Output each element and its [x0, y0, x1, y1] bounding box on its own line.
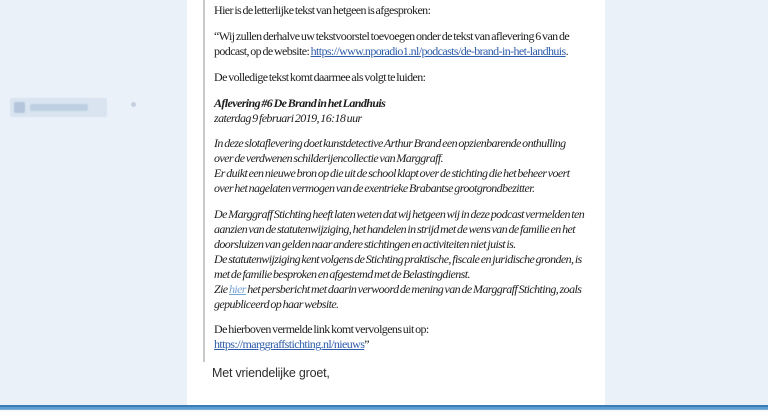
news-link[interactable]: https://marggraffstichting.nl/nieuws — [214, 337, 365, 352]
podcast-link[interactable]: https://www.nporadio1.nl/podcasts/de-brand-in-het-landhuis — [310, 43, 566, 58]
body-paragraph-2 — [214, 207, 585, 311]
body-paragraph-1 — [214, 136, 585, 196]
paragraph-1-sentence-1: In deze slotaflevering doet kunstdetective Arthur Brand een opzienbarende onthulling over de verdwenen schilderijencollectie van Marggraff. — [214, 136, 566, 166]
closing-quote-mark: ” — [364, 337, 370, 352]
agreement-text: “Wij zullen derhalve uw tekstvoorstel toevoegen onder de tekst van aflevering 6 van de podcast, op de website: — [214, 28, 570, 58]
agreement-paragraph — [214, 29, 585, 59]
signoff: Met vriendelijke groet, — [212, 366, 330, 381]
paragraph-2-sentence-2: De statutenwijziging kent volgens de Stichting praktische, fiscale en juridische gronden, is met de familie besproken en afgestemd met de Belastingdienst. — [214, 251, 582, 281]
persbericht-text: het persbericht met daarin verwoord de mening van de Marggraff Stichting, zoals gepubliceerd op haar website. — [214, 281, 582, 311]
full-text-intro: De volledige tekst komt daarmee als volgt te luiden: — [214, 69, 426, 84]
episode-datetime: zaterdag 9 februari 2019, 16:18 uur — [214, 110, 362, 125]
episode-header — [214, 96, 585, 126]
letter-document — [187, 0, 605, 412]
zie-text: Zie — [214, 281, 229, 296]
intro-line: Hier is de letterlijke tekst van hetgeen is afgesproken: — [214, 3, 431, 17]
outro-line: De hierboven vermelde link komt vervolgens uit op: — [214, 322, 429, 337]
paragraph-2-sentence-1: De Marggraff Stichting heeft laten weten dat wij hetgeen wij in deze podcast vermelden ten aanzien van de statutenwijziging, het handelen in strijd met de wens van de familie en het doorsluizen van gelden naar andere stichtingen en activiteiten niet juist is. — [214, 207, 585, 251]
agreement-period: . — [565, 43, 569, 58]
paragraph-1-sentence-2: Er duikt een nieuwe bron op die uit de school klapt over de stichting die het beheer voert over het nagelaten vermogen van de exentrieke Brabantse grootgrondbezitter. — [214, 166, 570, 196]
outro-paragraph — [214, 322, 585, 352]
watermark-text-shape — [30, 104, 88, 111]
paragraph-2-sentence-3 — [214, 282, 585, 312]
faint-watermark — [10, 98, 107, 117]
hier-link[interactable]: hier — [228, 281, 246, 296]
quoted-letter — [203, 0, 605, 362]
faint-dot — [131, 102, 136, 107]
watermark-icon — [14, 102, 25, 113]
episode-title: Aflevering #6 De Brand in het Landhuis — [214, 95, 386, 110]
